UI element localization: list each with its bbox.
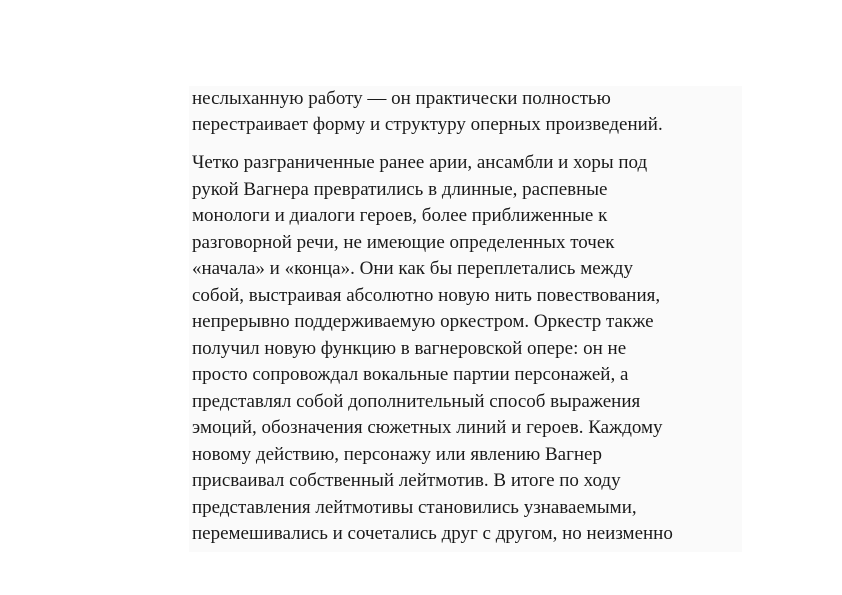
paragraph-2-line: монологи и диалоги героев, более приближенные к <box>192 205 608 226</box>
paragraph-1-line: перестраивает форму и структуру оперных произведений. <box>192 114 663 135</box>
paragraph-2-line: собой, выстраивая абсолютно новую нить повествования, <box>192 284 661 306</box>
paragraph-2-line: перемешивались и сочетались друг с другом, но неизменно <box>192 523 673 544</box>
paragraph-2-line: «начала» и «конца». Они как бы переплетались между <box>192 258 633 279</box>
paragraph-2-line: новому действию, персонажу или явлению Вагнер <box>192 443 602 465</box>
paragraph-2-line: представления лейтмотивы становились узнаваемыми, <box>192 496 637 518</box>
paragraph-2-line: Четко разграниченные ранее арии, ансамбли и хоры под <box>192 152 648 173</box>
paragraph-2-line: эмоций, обозначения сюжетных линий и героев. Каждому <box>192 417 663 438</box>
paragraph-2-line: представлял собой дополнительный способ выражения <box>192 390 641 412</box>
paragraph-2-line: получил новую функцию в вагнеровской опере: он не <box>192 337 627 359</box>
paragraph-2-line: непрерывно поддерживаемую оркестром. Оркестр также <box>192 311 654 332</box>
document-text-block <box>189 86 742 552</box>
paragraph-2-line: просто сопровождал вокальные партии персонажей, а <box>192 364 629 385</box>
paragraph-2-line: присваивал собственный лейтмотив. В итоге по ходу <box>192 470 621 491</box>
paragraph-2-line: разговорной речи, не имеющие определенных точек <box>192 231 615 253</box>
paragraph-1-line: неслыханную работу — он практически полностью <box>192 88 611 109</box>
paragraph-2-line: рукой Вагнера превратились в длинные, распевные <box>192 178 608 200</box>
